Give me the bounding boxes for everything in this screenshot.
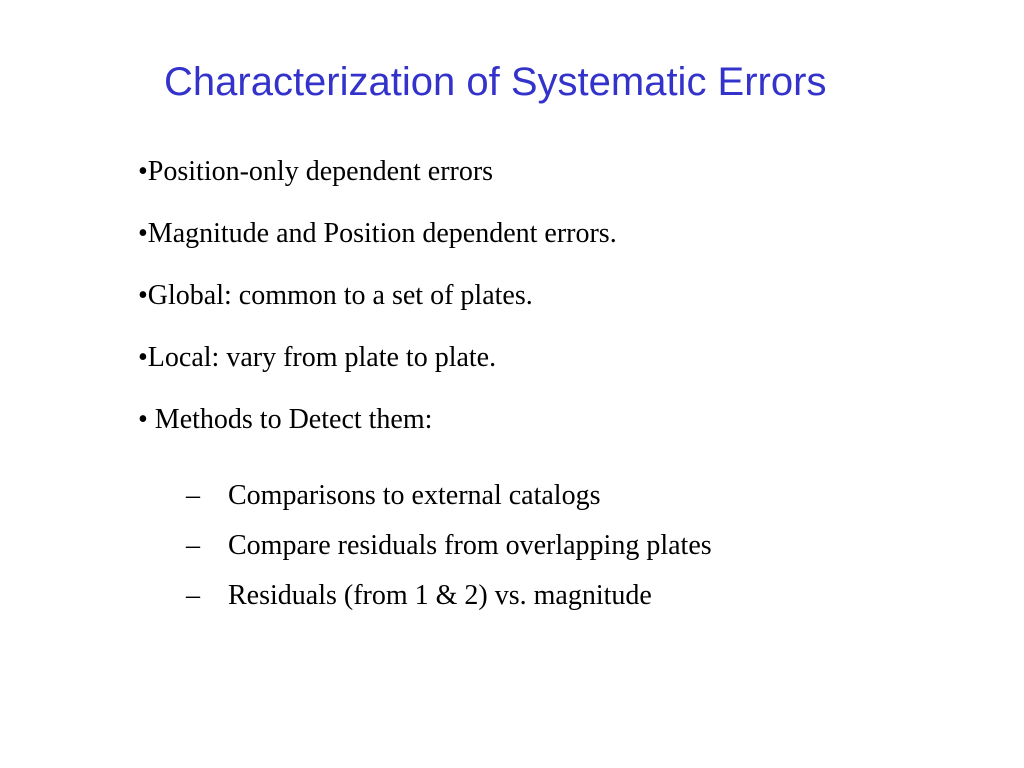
sub-bullet-text: Comparisons to external catalogs [228,480,601,511]
slide-title: Characterization of Systematic Errors [164,60,827,104]
sub-bullet-text: Residuals (from 1 & 2) vs. magnitude [228,580,652,611]
bullet-item: •Local: vary from plate to plate. [138,342,497,373]
sub-bullet-list [186,478,712,628]
dash-marker: – [186,580,200,611]
sub-bullet-item [186,578,712,628]
dash-marker: – [186,480,200,511]
sub-bullet-text: Compare residuals from overlapping plates [228,530,712,561]
dash-marker: – [186,530,200,561]
bullet-item: •Global: common to a set of plates. [138,280,533,311]
bullet-item: • Methods to Detect them: [138,404,433,435]
bullet-list [138,154,617,464]
sub-bullet-item [186,528,712,578]
sub-bullet-item [186,478,712,528]
bullet-item: •Magnitude and Position dependent errors. [138,218,617,249]
bullet-item: •Position-only dependent errors [138,156,494,187]
